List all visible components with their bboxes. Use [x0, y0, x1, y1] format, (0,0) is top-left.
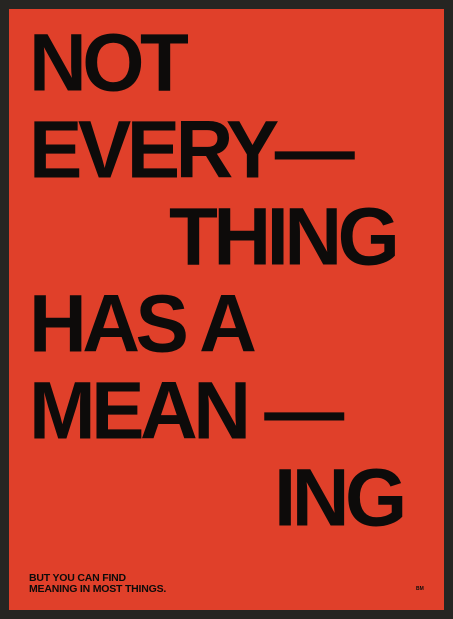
headline-line-4: HAS A — [29, 277, 253, 369]
headline-line-6: ING — [274, 451, 403, 543]
footer-caption — [29, 573, 166, 595]
headline-line-5: MEAN — — [29, 364, 340, 456]
poster — [9, 9, 444, 610]
headline-line-2: EVERY— — [29, 103, 351, 195]
footer-line-1: BUT YOU CAN FIND — [29, 572, 126, 584]
footer-line-2: MEANING IN MOST THINGS. — [29, 583, 167, 595]
headline-line-1: NOT — [29, 16, 185, 108]
headline-line-3: THING — [169, 190, 396, 282]
designer-mark: BM — [416, 586, 424, 592]
